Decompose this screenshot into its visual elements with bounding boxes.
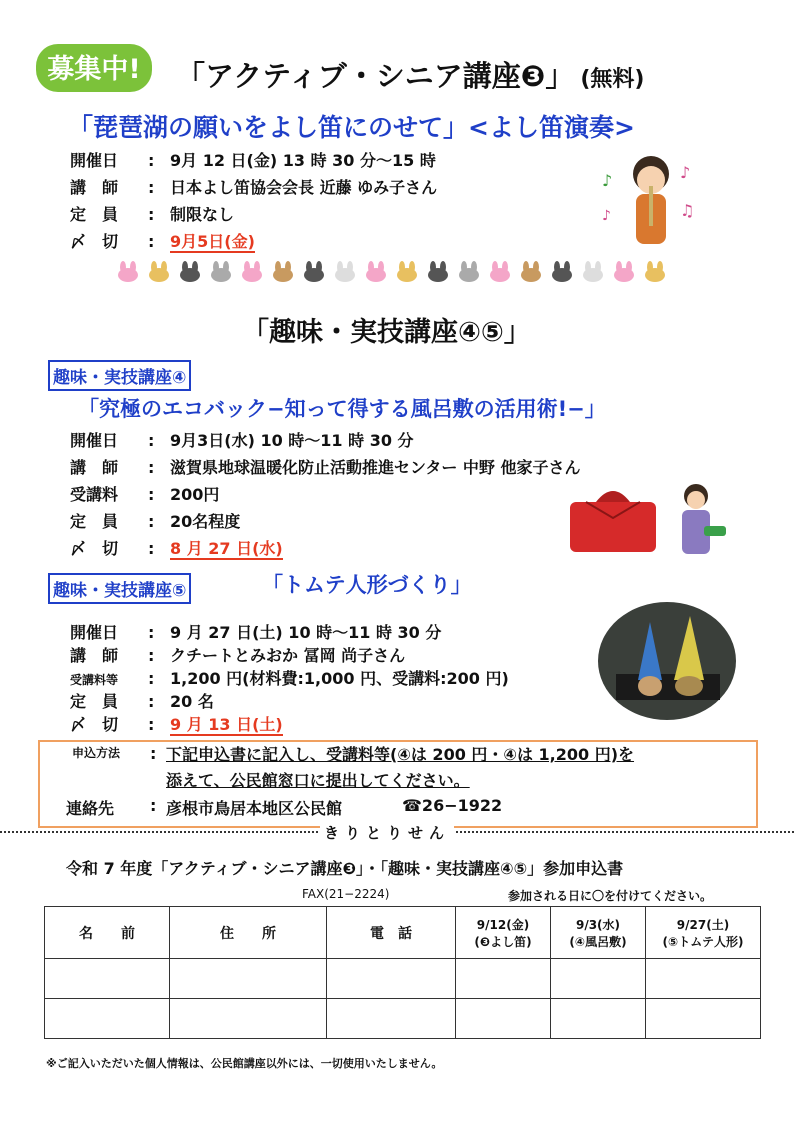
flute-player-illustration xyxy=(596,150,706,264)
apply-colon-2: : xyxy=(150,796,157,815)
section1-title: 「アクティブ・シニア講座❸」 (無料) xyxy=(176,59,645,93)
c5-row-fee: 受講料等 : 1,200 円(材料費:1,000 円、受講料:200 円) xyxy=(70,669,509,688)
date-1-check[interactable] xyxy=(456,959,551,999)
bunny-icon xyxy=(304,261,324,282)
course5-tag: 趣味・実技講座⑤ xyxy=(48,573,191,604)
bunny-icon xyxy=(180,261,200,282)
bunny-icon xyxy=(242,261,262,282)
contact-tel: ☎26−1922 xyxy=(402,796,503,815)
bunny-icon xyxy=(645,261,665,282)
fax-number: FAX(21−2224) xyxy=(302,887,390,901)
header-phone: 電 話 xyxy=(327,907,456,959)
name-field[interactable] xyxy=(45,999,170,1039)
bunny-icon xyxy=(490,261,510,282)
bunny-icon xyxy=(335,261,355,282)
c5-row-deadline: 〆 切 : 9 月 13 日(土) xyxy=(70,715,283,734)
recruiting-badge xyxy=(34,40,156,96)
header-address: 住 所 xyxy=(170,907,327,959)
bunny-icon xyxy=(459,261,479,282)
s1-row-capacity: 定 員 : 制限なし xyxy=(70,205,235,224)
bunny-icon xyxy=(366,261,386,282)
tomte-doll-photo xyxy=(598,602,736,724)
s1-row-lecturer: 講 師 : 日本よし笛協会会長 近藤 ゆみ子さん xyxy=(70,178,438,197)
badge-text: 募集中! xyxy=(47,54,141,85)
bunny-icon xyxy=(583,261,603,282)
address-field[interactable] xyxy=(170,999,327,1039)
furoshiki-illustration xyxy=(566,480,736,564)
phone-field[interactable] xyxy=(327,999,456,1039)
c5-row-lecturer: 講 師 : クチートとみおか 冨岡 尚子さん xyxy=(70,646,406,665)
bunny-icon xyxy=(428,261,448,282)
bunny-icon xyxy=(211,261,231,282)
date-1-check[interactable] xyxy=(456,999,551,1039)
application-form-table xyxy=(44,906,761,1039)
c4-row-date: 開催日 : 9月3日(水) 10 時〜11 時 30 分 xyxy=(70,431,414,450)
course4-subtitle: 「究極のエコバック−知って得する風呂敷の活用術!−」 xyxy=(78,397,606,421)
bunny-icon xyxy=(273,261,293,282)
svg-text:♪: ♪ xyxy=(602,208,611,224)
svg-text:♪: ♪ xyxy=(602,171,613,190)
bunny-icon xyxy=(149,261,169,282)
name-field[interactable] xyxy=(45,959,170,999)
bunny-icon xyxy=(521,261,541,282)
free-label: (無料) xyxy=(580,67,645,92)
header-name: 名 前 xyxy=(45,907,170,959)
date-2-check[interactable] xyxy=(551,959,646,999)
form-title: 令和 7 年度「アクティブ・シニア講座❸」・「趣味・実技講座④⑤」参加申込書 xyxy=(66,859,624,878)
header-date-1: 9/12(金) (❸よし笛) xyxy=(456,907,551,959)
contact-value: 彦根市鳥居本地区公民館 xyxy=(166,799,343,818)
bunny-icon xyxy=(397,261,417,282)
header-date-2: 9/3(水) (④風呂敷) xyxy=(551,907,646,959)
privacy-note: ※ご記入いただいた個人情報は、公民館講座以外には、一切使用いたしません。 xyxy=(46,1057,443,1070)
apply-colon-1: : xyxy=(150,744,157,763)
c5-row-date: 開催日 : 9 月 27 日(土) 10 時〜11 時 30 分 xyxy=(70,623,442,642)
c4-row-deadline: 〆 切 : 8 月 27 日(水) xyxy=(70,539,283,558)
section1-subtitle: 「琵琶湖の願いをよし笛にのせて」<よし笛演奏> xyxy=(68,113,635,142)
c5-row-capacity: 定 員 : 20 名 xyxy=(70,692,214,711)
date-3-check[interactable] xyxy=(646,959,761,999)
apply-method-line1: 下記申込書に記入し、受講料等(④は 200 円・④は 1,200 円)を xyxy=(166,745,635,764)
course4-tag: 趣味・実技講座④ xyxy=(48,360,191,391)
phone-field[interactable] xyxy=(327,959,456,999)
mark-instruction: 参加される日に〇を付けてください。 xyxy=(508,889,713,903)
form-row xyxy=(45,999,761,1039)
cut-text: きりとりせん xyxy=(320,822,454,843)
contact-label: 連絡先 xyxy=(66,799,115,818)
s1-row-date: 開催日 : 9月 12 日(金) 13 時 30 分〜15 時 xyxy=(70,151,436,170)
header-date-3: 9/27(土) (⑤トムテ人形) xyxy=(646,907,761,959)
svg-text:♪: ♪ xyxy=(680,163,691,182)
bunny-icon xyxy=(118,261,138,282)
section2-title: 「趣味・実技講座④⑤」 xyxy=(242,317,531,348)
date-3-check[interactable] xyxy=(646,999,761,1039)
c4-row-lecturer: 講 師 : 滋賀県地球温暖化防止活動推進センター 中野 他家子さん xyxy=(70,458,581,477)
bunny-icon xyxy=(552,261,572,282)
apply-method-line2: 添えて、公民館窓口に提出してください。 xyxy=(166,771,470,790)
c4-row-capacity: 定 員 : 20名程度 xyxy=(70,512,241,531)
s1-row-deadline: 〆 切 : 9月5日(金) xyxy=(70,232,255,251)
c4-row-fee: 受講料 : 200円 xyxy=(70,485,220,504)
bunny-divider xyxy=(118,262,678,286)
address-field[interactable] xyxy=(170,959,327,999)
bunny-icon xyxy=(614,261,634,282)
form-row xyxy=(45,959,761,999)
svg-text:♫: ♫ xyxy=(680,201,695,220)
course5-subtitle: 「トムテ人形づくり」 xyxy=(262,573,472,597)
date-2-check[interactable] xyxy=(551,999,646,1039)
apply-method-label: 申込方法 xyxy=(72,746,121,760)
